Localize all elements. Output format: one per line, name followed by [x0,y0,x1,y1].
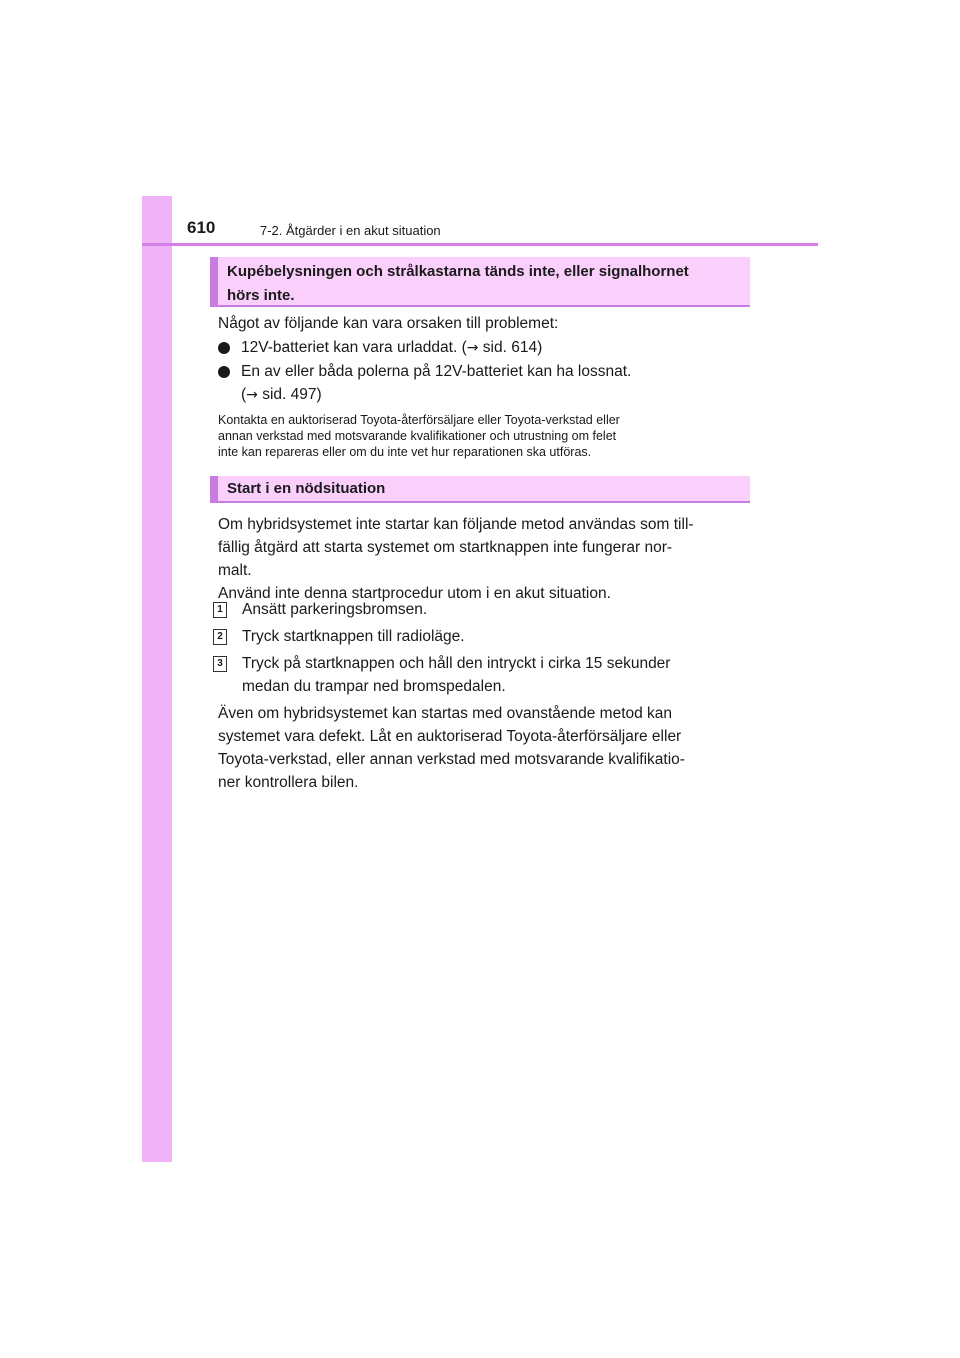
text-line: Även om hybridsystemet kan startas med ovanstående metod kan [218,705,673,722]
chapter-title: 7-2. Åtgärder i en akut situation [260,223,441,238]
text-line: systemet vara defekt. Låt en auktoriserad Toyota-återförsäljare eller [218,728,682,745]
step-text [242,652,746,698]
text-line: Ansätt parkeringsbromsen. [242,601,428,618]
section-heading-line: hörs inte. [227,287,295,304]
step-text [242,625,746,648]
step-number-badge: 1 [213,602,227,618]
page-header [142,196,818,246]
step-text [242,598,746,621]
section-heading-lights [210,257,750,307]
list-item [218,360,746,406]
section-heading-line: Start i en nödsituation [227,480,386,497]
intro-text: Något av följande kan vara orsaken till problemet: [218,315,559,332]
text-line: Tryck på startknappen och håll den intryckt i cirka 15 sekunder [242,655,671,672]
note-text [218,412,746,460]
arrow-icon: → [246,387,258,403]
bullet-text: En av eller båda polerna på 12V-batteriet kan ha lossnat. [241,363,632,380]
text-line: Om hybridsystemet inte startar kan följande metod användas som till- [218,516,694,533]
bullet-text: 12V-batteriet kan vara urladdat. ( [241,339,467,356]
text-line: malt. [218,562,252,579]
warning-text: Använd inte denna startprocedur utom i en akut situation. [218,585,611,602]
bullet-icon [218,342,230,354]
text-line: medan du trampar ned bromspedalen. [242,678,506,695]
bullet-icon [218,366,230,378]
note-line: Kontakta en auktoriserad Toyota-återförsäljare eller Toyota-verkstad eller [218,413,620,427]
page-number: 610 [187,218,216,237]
page-reference: sid. 614) [478,339,543,356]
intro-text [218,513,746,605]
step-number-badge: 3 [213,656,227,672]
section-heading-emergency-start [210,476,750,503]
arrow-icon: → [466,340,479,356]
note-line: annan verkstad med motsvarande kvalifikationer och utrustning om felet [218,429,617,443]
step-number-badge: 2 [213,629,227,645]
section-heading-line: Kupébelysningen och strålkastarna tänds inte, eller signalhornet [227,263,689,280]
chapter-side-band [142,196,172,1162]
header-rule [142,243,818,246]
text-line: ner kontrollera bilen. [218,774,359,791]
text-line: Toyota-verkstad, eller annan verkstad med motsvarande kvalifikatio- [218,751,685,768]
closing-text [218,702,746,794]
text-line: Tryck startknappen till radioläge. [242,628,465,645]
page-reference: sid. 497) [257,386,322,403]
text-line: fällig åtgärd att starta systemet om startknappen inte fungerar nor- [218,539,673,556]
bullet-text: ( [241,386,247,403]
note-line: inte kan repareras eller om du inte vet hur reparationen ska utföras. [218,445,592,459]
